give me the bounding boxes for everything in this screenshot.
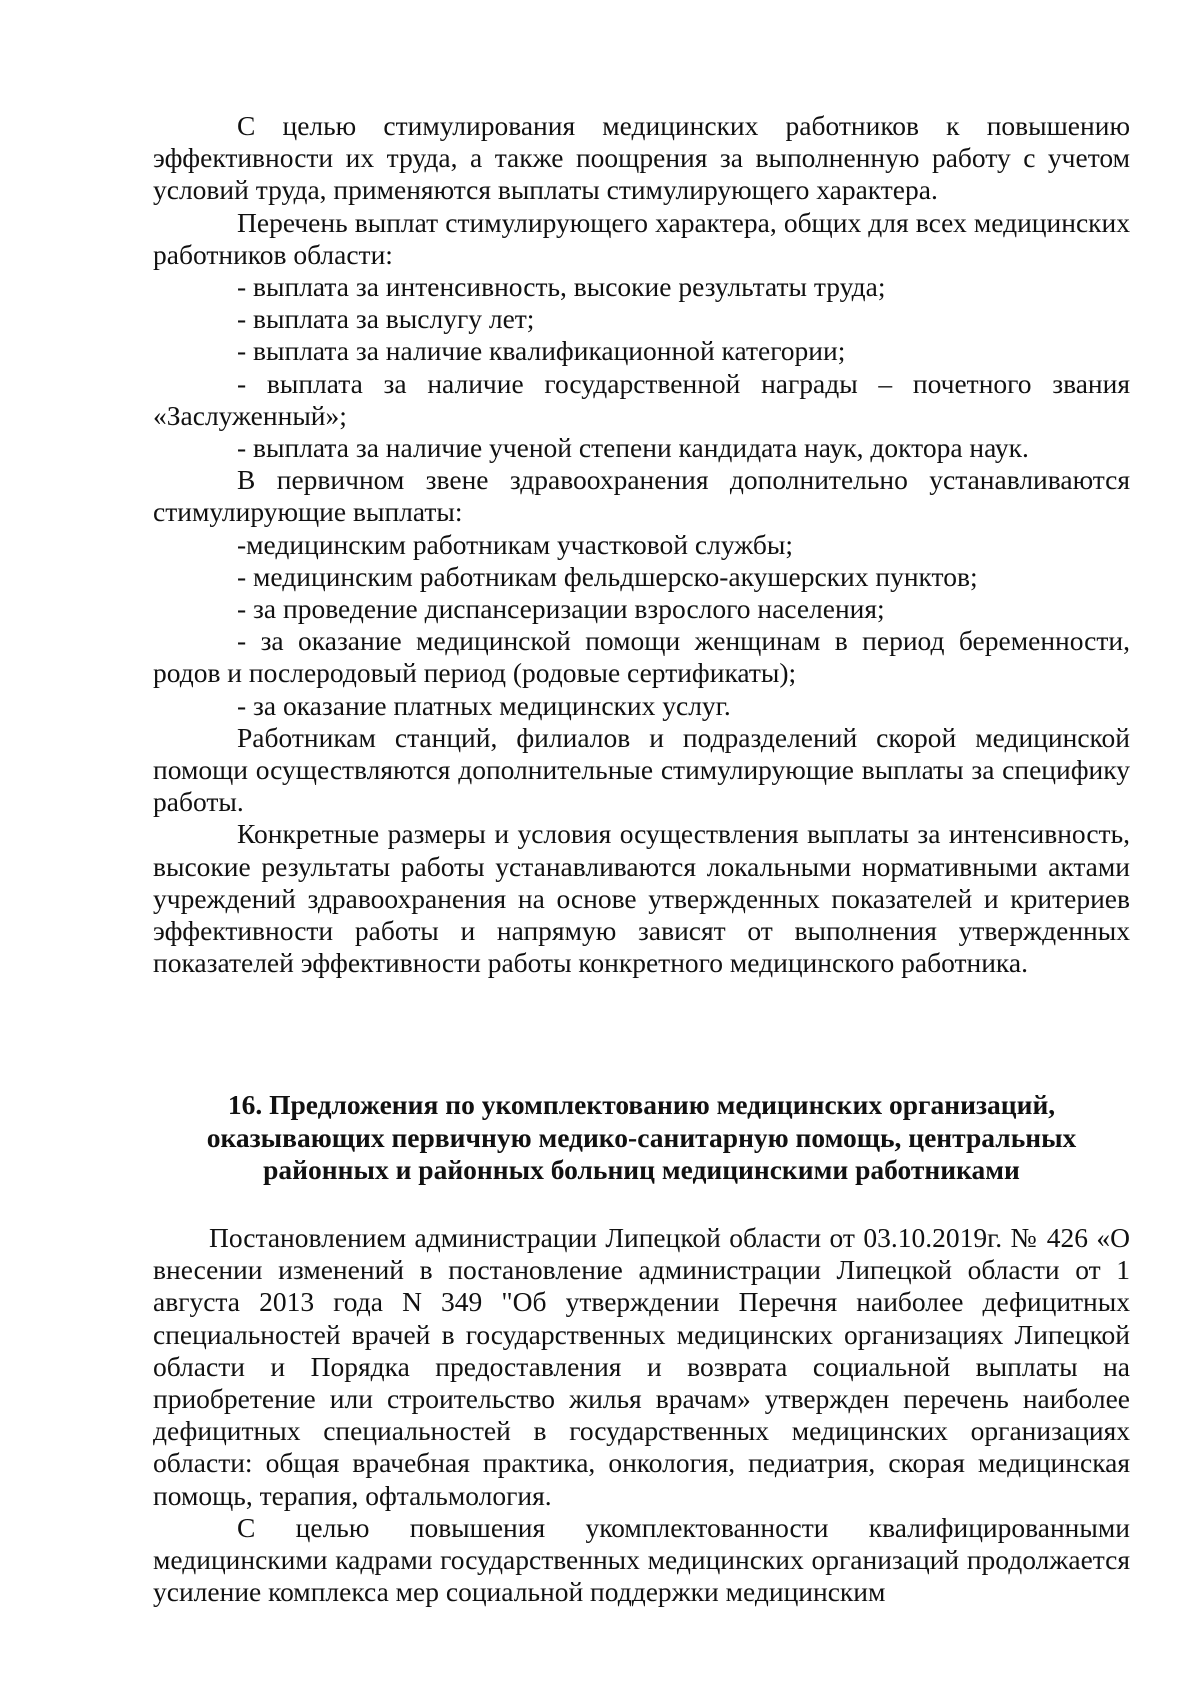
paragraph-specific-amounts: Конкретные размеры и условия осуществления выплаты за интенсивность, высокие результаты работы устанавливаются локальными нормативными актами учреждений здравоохранения на основе утвержденных показателей и критериев эффективности работы и напрямую зависят от выполнения утвержденных показателей эффективности работы конкретного медицинского работника.	[153, 818, 1130, 979]
list-item: - медицинским работникам фельдшерско-акушерских пунктов;	[237, 560, 978, 592]
body-section-2	[153, 1222, 1130, 1608]
paragraph-ambulance-workers: Работникам станций, филиалов и подразделений скорой медицинской помощи осуществляются дополнительные стимулирующие выплаты за специфику работы.	[153, 721, 1130, 818]
body-section-1	[153, 110, 1130, 979]
paragraph-incentive-purpose: С целью стимулирования медицинских работников к повышению эффективности их труда, а также поощрения за выполненную работу с учетом условий труда, применяются выплаты стимулирующего характера.	[153, 110, 1130, 206]
paragraph-staffing-measures: С целью повышения укомплектованности квалифицированными медицинскими кадрами государственных медицинских организаций продолжается усиление комплекса мер социальной поддержки медицинским	[153, 1511, 1130, 1608]
heading-line: 16. Предложения по укомплектованию медицинских организаций,	[227, 1089, 1056, 1120]
paragraph-decree: Постановлением администрации Липецкой области от 03.10.2019г. № 426 «О внесении изменений в постановление администрации Липецкой области от 1 августа 2013 года N 349 "Об утверждении Перечня наиболее дефицитных специальностей врачей в государственных медицинских организациях Липецкой области и Порядка предоставления и возврата социальной выплаты на приобретение или строительство жилья врачам» утвержден перечень наиболее дефицитных специальностей в государственных медицинских организациях области: общая врачебная практика, онкология, педиатрия, скорая медицинская помощь, терапия, офтальмология.	[153, 1222, 1130, 1511]
heading-line: районных и районных больниц медицинскими работниками	[263, 1154, 1020, 1185]
list-item: - выплата за интенсивность, высокие результаты труда;	[237, 271, 886, 303]
list-item: - выплата за выслугу лет;	[237, 303, 535, 335]
list-item: - выплата за наличие квалификационной категории;	[237, 335, 846, 367]
paragraph-primary-care-intro: В первичном звене здравоохранения дополнительно устанавливаются стимулирующие выплаты:	[153, 464, 1130, 528]
list-item: - за оказание платных медицинских услуг.	[237, 689, 731, 721]
list-item: - за оказание медицинской помощи женщинам в период беременности, родов и послеродовый период (родовые сертификаты);	[153, 625, 1130, 689]
list-item: - выплата за наличие ученой степени кандидата наук, доктора наук.	[237, 432, 1029, 464]
paragraph-incentive-list-intro: Перечень выплат стимулирующего характера, общих для всех медицинских работников области:	[153, 206, 1130, 270]
list-item: -медицинским работникам участковой службы;	[237, 528, 793, 560]
list-item: - за проведение диспансеризации взрослого населения;	[237, 593, 885, 625]
list-item: - выплата за наличие государственной награды – почетного звания «Заслуженный»;	[153, 367, 1130, 431]
heading-line: оказывающих первичную медико-санитарную помощь, центральных	[206, 1121, 1077, 1153]
section-heading	[153, 1089, 1130, 1187]
